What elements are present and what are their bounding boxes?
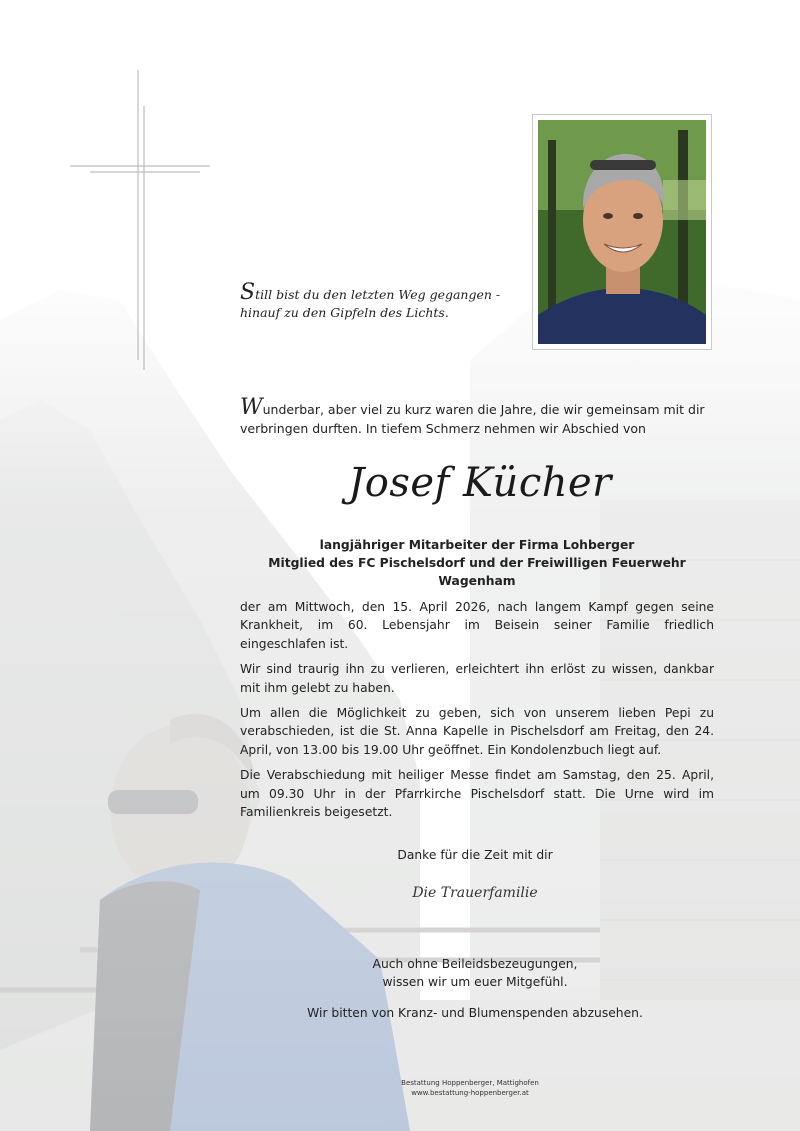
closing-line: Wir bitten von Kranz- und Blumenspenden abzusehen. — [307, 1006, 643, 1020]
family-signature: Die Trauerfamilie — [412, 885, 538, 901]
verse-initial: S — [240, 280, 256, 305]
funeral-home-website[interactable]: www.bestattung-hoppenberger.at — [411, 1089, 529, 1097]
announcement-body — [240, 598, 714, 828]
closing-line: wissen wir um euer Mitgefühl. — [382, 975, 568, 989]
verse-line-1 — [240, 280, 510, 305]
closing-notes — [260, 955, 690, 1022]
intro-line-1 — [240, 395, 714, 420]
roles — [240, 536, 714, 590]
intro-line-1-text: underbar, aber viel zu kurz waren die Jahre, die wir gemeinsam mit dir — [262, 402, 705, 417]
funeral-home-name: Bestattung Hoppenberger, Mattighofen — [401, 1079, 539, 1087]
portrait-photo — [532, 114, 712, 350]
paragraph: Die Verabschiedung mit heiliger Messe findet am Samstag, den 25. April, um 09.30 Uhr in der Pfarrkirche Pischelsdorf statt. Die Urne wird im Familienkreis beigesetzt. — [240, 768, 714, 820]
intro-text — [240, 395, 714, 438]
memorial-verse — [240, 280, 510, 322]
paragraph: Wir sind traurig ihn zu verlieren, erleichtert ihn erlöst zu wissen, dankbar mit ihm gelebt zu haben. — [240, 662, 714, 695]
role-line: langjähriger Mitarbeiter der Firma Lohberger — [319, 538, 635, 552]
role-line: Mitglied des FC Pischelsdorf und der Freiwilligen Feuerwehr Wagenham — [268, 556, 686, 588]
footer — [330, 1078, 610, 1098]
closing-line: Auch ohne Beileidsbezeugungen, — [372, 957, 578, 971]
closing-spacer — [260, 991, 690, 1004]
intro-initial: W — [240, 395, 263, 420]
portrait-image — [538, 120, 706, 344]
verse-line-1-text: till bist du den letzten Weg gegangen - — [255, 287, 501, 302]
verse-line-2: hinauf zu den Gipfeln des Lichts. — [240, 305, 449, 320]
cross-icon — [60, 70, 220, 370]
paragraph: Um allen die Möglichkeit zu geben, sich von unserem lieben Pepi zu verabschieden, ist die St. Anna Kapelle in Pischelsdorf am Freitag, den 24. April, von 13.00 bis 19.00 Uhr geöffnet. Ein Kondolenzbuch liegt auf. — [240, 706, 714, 757]
intro-line-2: verbringen durften. In tiefem Schmerz nehmen wir Abschied von — [240, 421, 646, 436]
thanks-line: Danke für die Zeit mit dir — [397, 848, 553, 862]
deceased-name: Josef Kücher — [348, 460, 612, 506]
paragraph: der am Mittwoch, den 15. April 2026, nach langem Kampf gegen seine Krankheit, im 60. Lebensjahr im Beisein seiner Familie friedlich eingeschlafen ist. — [240, 600, 714, 651]
